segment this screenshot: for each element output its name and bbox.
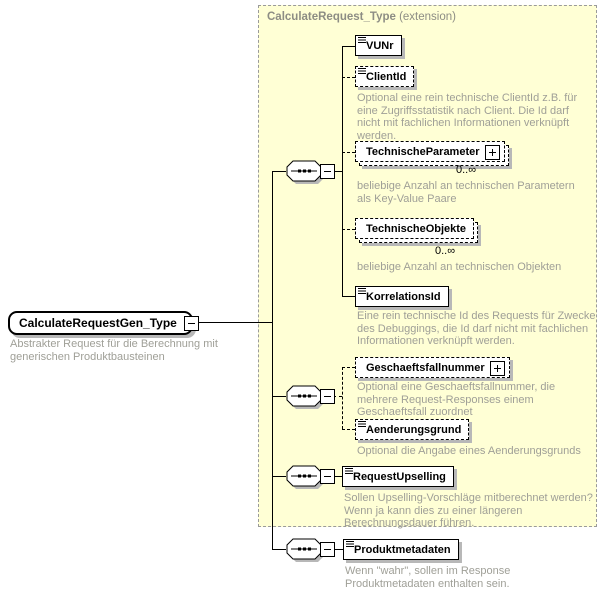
collapse-icon[interactable] xyxy=(184,316,199,331)
element-label: VUNr xyxy=(366,40,394,52)
element-description: Optional die Angabe eines Aenderungsgrunds xyxy=(357,445,581,457)
connector-line xyxy=(342,46,355,47)
element-description: beliebige Anzahl an technischen Objekten xyxy=(357,261,562,273)
element-description: Sollen Upselling-Vorschläge mitberechnet werden? Wenn ja kann dies zu einer längeren Berechnungsdauer führen. xyxy=(344,492,593,529)
container-title-suffix: (extension) xyxy=(395,11,456,23)
element-label: Aenderungsgrund xyxy=(366,424,462,436)
element-box-technischeobjekte[interactable] xyxy=(355,218,474,239)
element-description: Eine rein technische Id des Requests für Zwecke des Debuggings, die Id darf nicht mit fachlichen Informationen verknüpft werden. xyxy=(357,310,596,347)
expand-icon[interactable] xyxy=(490,361,505,376)
element-label: KorrelationsId xyxy=(366,291,441,303)
element-label: RequestUpselling xyxy=(353,471,446,483)
element-description: Abstrakter Request für die Berechnung mit generischen Produktbausteinen xyxy=(10,338,218,363)
connector-line xyxy=(342,229,355,230)
annotation-lines-icon xyxy=(358,68,366,75)
collapse-icon[interactable] xyxy=(320,389,335,404)
element-label: TechnischeParameter xyxy=(366,146,480,158)
container-title-name: CalculateRequest_Type xyxy=(267,11,396,23)
occurrence-label: 0..∞ xyxy=(456,164,477,176)
element-label: Geschaeftsfallnummer xyxy=(366,362,485,374)
element-label: Produktmetadaten xyxy=(354,544,451,556)
connector-line xyxy=(342,296,355,297)
connector-line xyxy=(342,367,343,429)
element-box-technischeparameter[interactable] xyxy=(355,141,505,162)
connector-line xyxy=(342,367,355,368)
root-element-label: CalculateRequestGen_Type xyxy=(19,316,177,330)
connector-line xyxy=(342,46,343,297)
connector-line xyxy=(342,152,355,153)
expand-icon[interactable] xyxy=(485,145,500,160)
collapse-icon[interactable] xyxy=(320,164,335,179)
element-description: beliebige Anzahl an technischen Parametern als Key-Value Paare xyxy=(357,180,575,205)
element-description: Optional eine rein technische ClientId z.B. für eine Zugriffsstatistik nach Client. Die Id darf nicht mit fachlichen Informationen verknüpft werden. xyxy=(357,92,578,142)
container-title xyxy=(267,11,456,23)
element-box-vunr[interactable] xyxy=(355,35,402,56)
element-label: ClientId xyxy=(366,71,407,83)
annotation-lines-icon xyxy=(358,37,366,44)
connector-line xyxy=(342,429,355,430)
annotation-lines-icon xyxy=(346,541,354,548)
connector-line xyxy=(272,171,273,550)
collapse-icon[interactable] xyxy=(320,469,335,484)
element-description: Wenn "wahr", sollen im Response Produktmetadaten enthalten sein. xyxy=(345,565,511,590)
element-box-produktmetadaten[interactable] xyxy=(343,539,459,560)
annotation-lines-icon xyxy=(358,288,366,295)
collapse-icon[interactable] xyxy=(320,542,335,557)
root-element-box[interactable] xyxy=(8,311,193,335)
element-label: TechnischeObjekte xyxy=(366,223,467,235)
occurrence-label: 0..∞ xyxy=(435,245,456,257)
annotation-lines-icon xyxy=(358,421,366,428)
element-description: Optional eine Geschaeftsfallnummer, die mehrere Request-Responses einem Geschaeftsfall zuordnet xyxy=(357,381,556,418)
element-box-geschaeftsfallnummer[interactable] xyxy=(355,357,510,378)
element-box-aenderungsgrund[interactable] xyxy=(355,419,469,440)
connector-line xyxy=(342,77,355,78)
annotation-lines-icon xyxy=(345,468,353,475)
element-box-korrelationsid[interactable] xyxy=(355,286,449,307)
element-box-requestupselling[interactable] xyxy=(342,466,454,487)
element-box-clientid[interactable] xyxy=(355,66,414,87)
